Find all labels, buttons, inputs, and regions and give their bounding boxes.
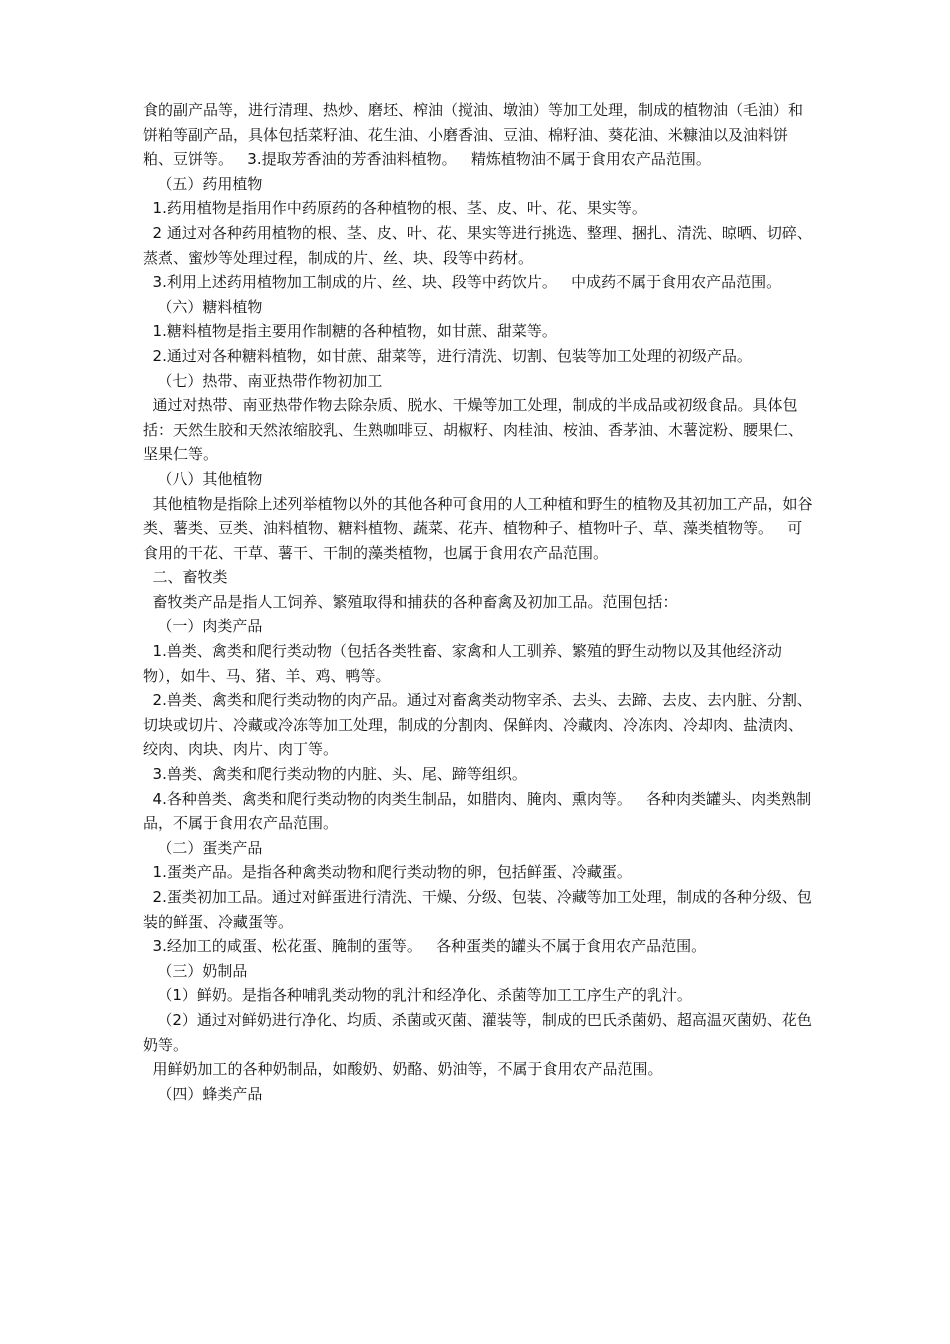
paragraph: 其他植物是指除上述列举植物以外的其他各种可食用的人工种植和野生的植物及其初加工产品，如谷类、薯类、豆类、油料植物、糖料植物、蔬菜、花卉、植物种子、植物叶子、草、藻类植物等。 可食用的干花、干草、薯干、干制的藻类植物，也属于食用农产品范围。 bbox=[143, 494, 813, 562]
paragraph: 1.糖料植物是指主要用作制糖的各种植物，如甘蔗、甜菜等。 bbox=[143, 322, 557, 341]
paragraph: 1.蛋类产品。是指各种禽类动物和爬行类动物的卵，包括鲜蛋、冷藏蛋。 bbox=[143, 863, 632, 882]
document-body bbox=[143, 98, 815, 1106]
paragraph: 畜牧类产品是指人工饲养、繁殖取得和捕获的各种畜禽及初加工品。范围包括： bbox=[143, 592, 678, 611]
paragraph: 2.蛋类初加工品。通过对鲜蛋进行清洗、干燥、分级、包装、冷藏等加工处理，制成的各种分级、包装的鲜蛋、冷藏蛋等。 bbox=[143, 888, 812, 931]
paragraph: （二）蛋类产品 bbox=[143, 838, 263, 857]
paragraph: （八）其他植物 bbox=[143, 469, 263, 488]
paragraph: 3.兽类、禽类和爬行类动物的内脏、头、尾、蹄等组织。 bbox=[143, 765, 527, 784]
paragraph: 3.经加工的咸蛋、松花蛋、腌制的蛋等。 各种蛋类的罐头不属于食用农产品范围。 bbox=[143, 937, 707, 956]
paragraph: （四）蜂类产品 bbox=[143, 1084, 263, 1103]
paragraph: 食的副产品等，进行清理、热炒、磨坯、榨油（搅油、墩油）等加工处理，制成的植物油（毛油）和饼粕等副产品，具体包括菜籽油、花生油、小磨香油、豆油、棉籽油、葵花油、米糠油以及油料饼粕、豆饼等。 3.提取芳香油的芳香油料植物。 精炼植物油不属于食用农产品范围。 bbox=[143, 101, 804, 169]
paragraph: 2 通过对各种药用植物的根、茎、皮、叶、花、果实等进行挑选、整理、捆扎、清洗、晾晒、切碎、蒸煮、蜜炒等处理过程，制成的片、丝、块、段等中药材。 bbox=[143, 223, 812, 267]
paragraph: （一）肉类产品 bbox=[143, 617, 263, 636]
paragraph: 1.药用植物是指用作中药原药的各种植物的根、茎、皮、叶、花、果实等。 bbox=[143, 199, 647, 218]
paragraph: 二、畜牧类 bbox=[143, 568, 228, 587]
paragraph: 4.各种兽类、禽类和爬行类动物的肉类生制品，如腊肉、腌肉、熏肉等。 各种肉类罐头、肉类熟制品，不属于食用农产品范围。 bbox=[143, 789, 812, 833]
paragraph: （1）鲜奶。是指各种哺乳类动物的乳汁和经净化、杀菌等加工工序生产的乳汁。 bbox=[143, 986, 692, 1005]
paragraph: 通过对热带、南亚热带作物去除杂质、脱水、干燥等加工处理，制成的半成品或初级食品。具体包括：天然生胶和天然浓缩胶乳、生熟咖啡豆、胡椒籽、肉桂油、桉油、香茅油、木薯淀粉、腰果仁、坚果仁等。 bbox=[143, 396, 804, 464]
paragraph: （七）热带、南亚热带作物初加工 bbox=[143, 371, 383, 390]
paragraph: 3.利用上述药用植物加工制成的片、丝、块、段等中药饮片。 中成药不属于食用农产品范围。 bbox=[143, 273, 782, 292]
paragraph: （五）药用植物 bbox=[143, 174, 263, 193]
paragraph: （2）通过对鲜奶进行净化、均质、杀菌或灭菌、灌装等，制成的巴氏杀菌奶、超高温灭菌奶、花色奶等。 bbox=[143, 1010, 812, 1054]
paragraph: （三）奶制品 bbox=[143, 961, 248, 980]
paragraph: （六）糖料植物 bbox=[143, 297, 263, 316]
paragraph: 2.通过对各种糖料植物，如甘蔗、甜菜等，进行清洗、切割、包装等加工处理的初级产品。 bbox=[143, 346, 752, 365]
paragraph: 用鲜奶加工的各种奶制品，如酸奶、奶酪、奶油等，不属于食用农产品范围。 bbox=[143, 1060, 663, 1079]
paragraph: 1.兽类、禽类和爬行类动物（包括各类牲畜、家禽和人工驯养、繁殖的野生动物以及其他经济动物），如牛、马、猪、羊、鸡、鸭等。 bbox=[143, 642, 782, 685]
paragraph: 2.兽类、禽类和爬行类动物的肉产品。通过对畜禽类动物宰杀、去头、去蹄、去皮、去内脏、分割、切块或切片、冷藏或冷冻等加工处理，制成的分割肉、保鲜肉、冷藏肉、冷冻肉、冷却肉、盐渍肉、绞肉、肉块、肉片、肉丁等。 bbox=[143, 691, 812, 759]
